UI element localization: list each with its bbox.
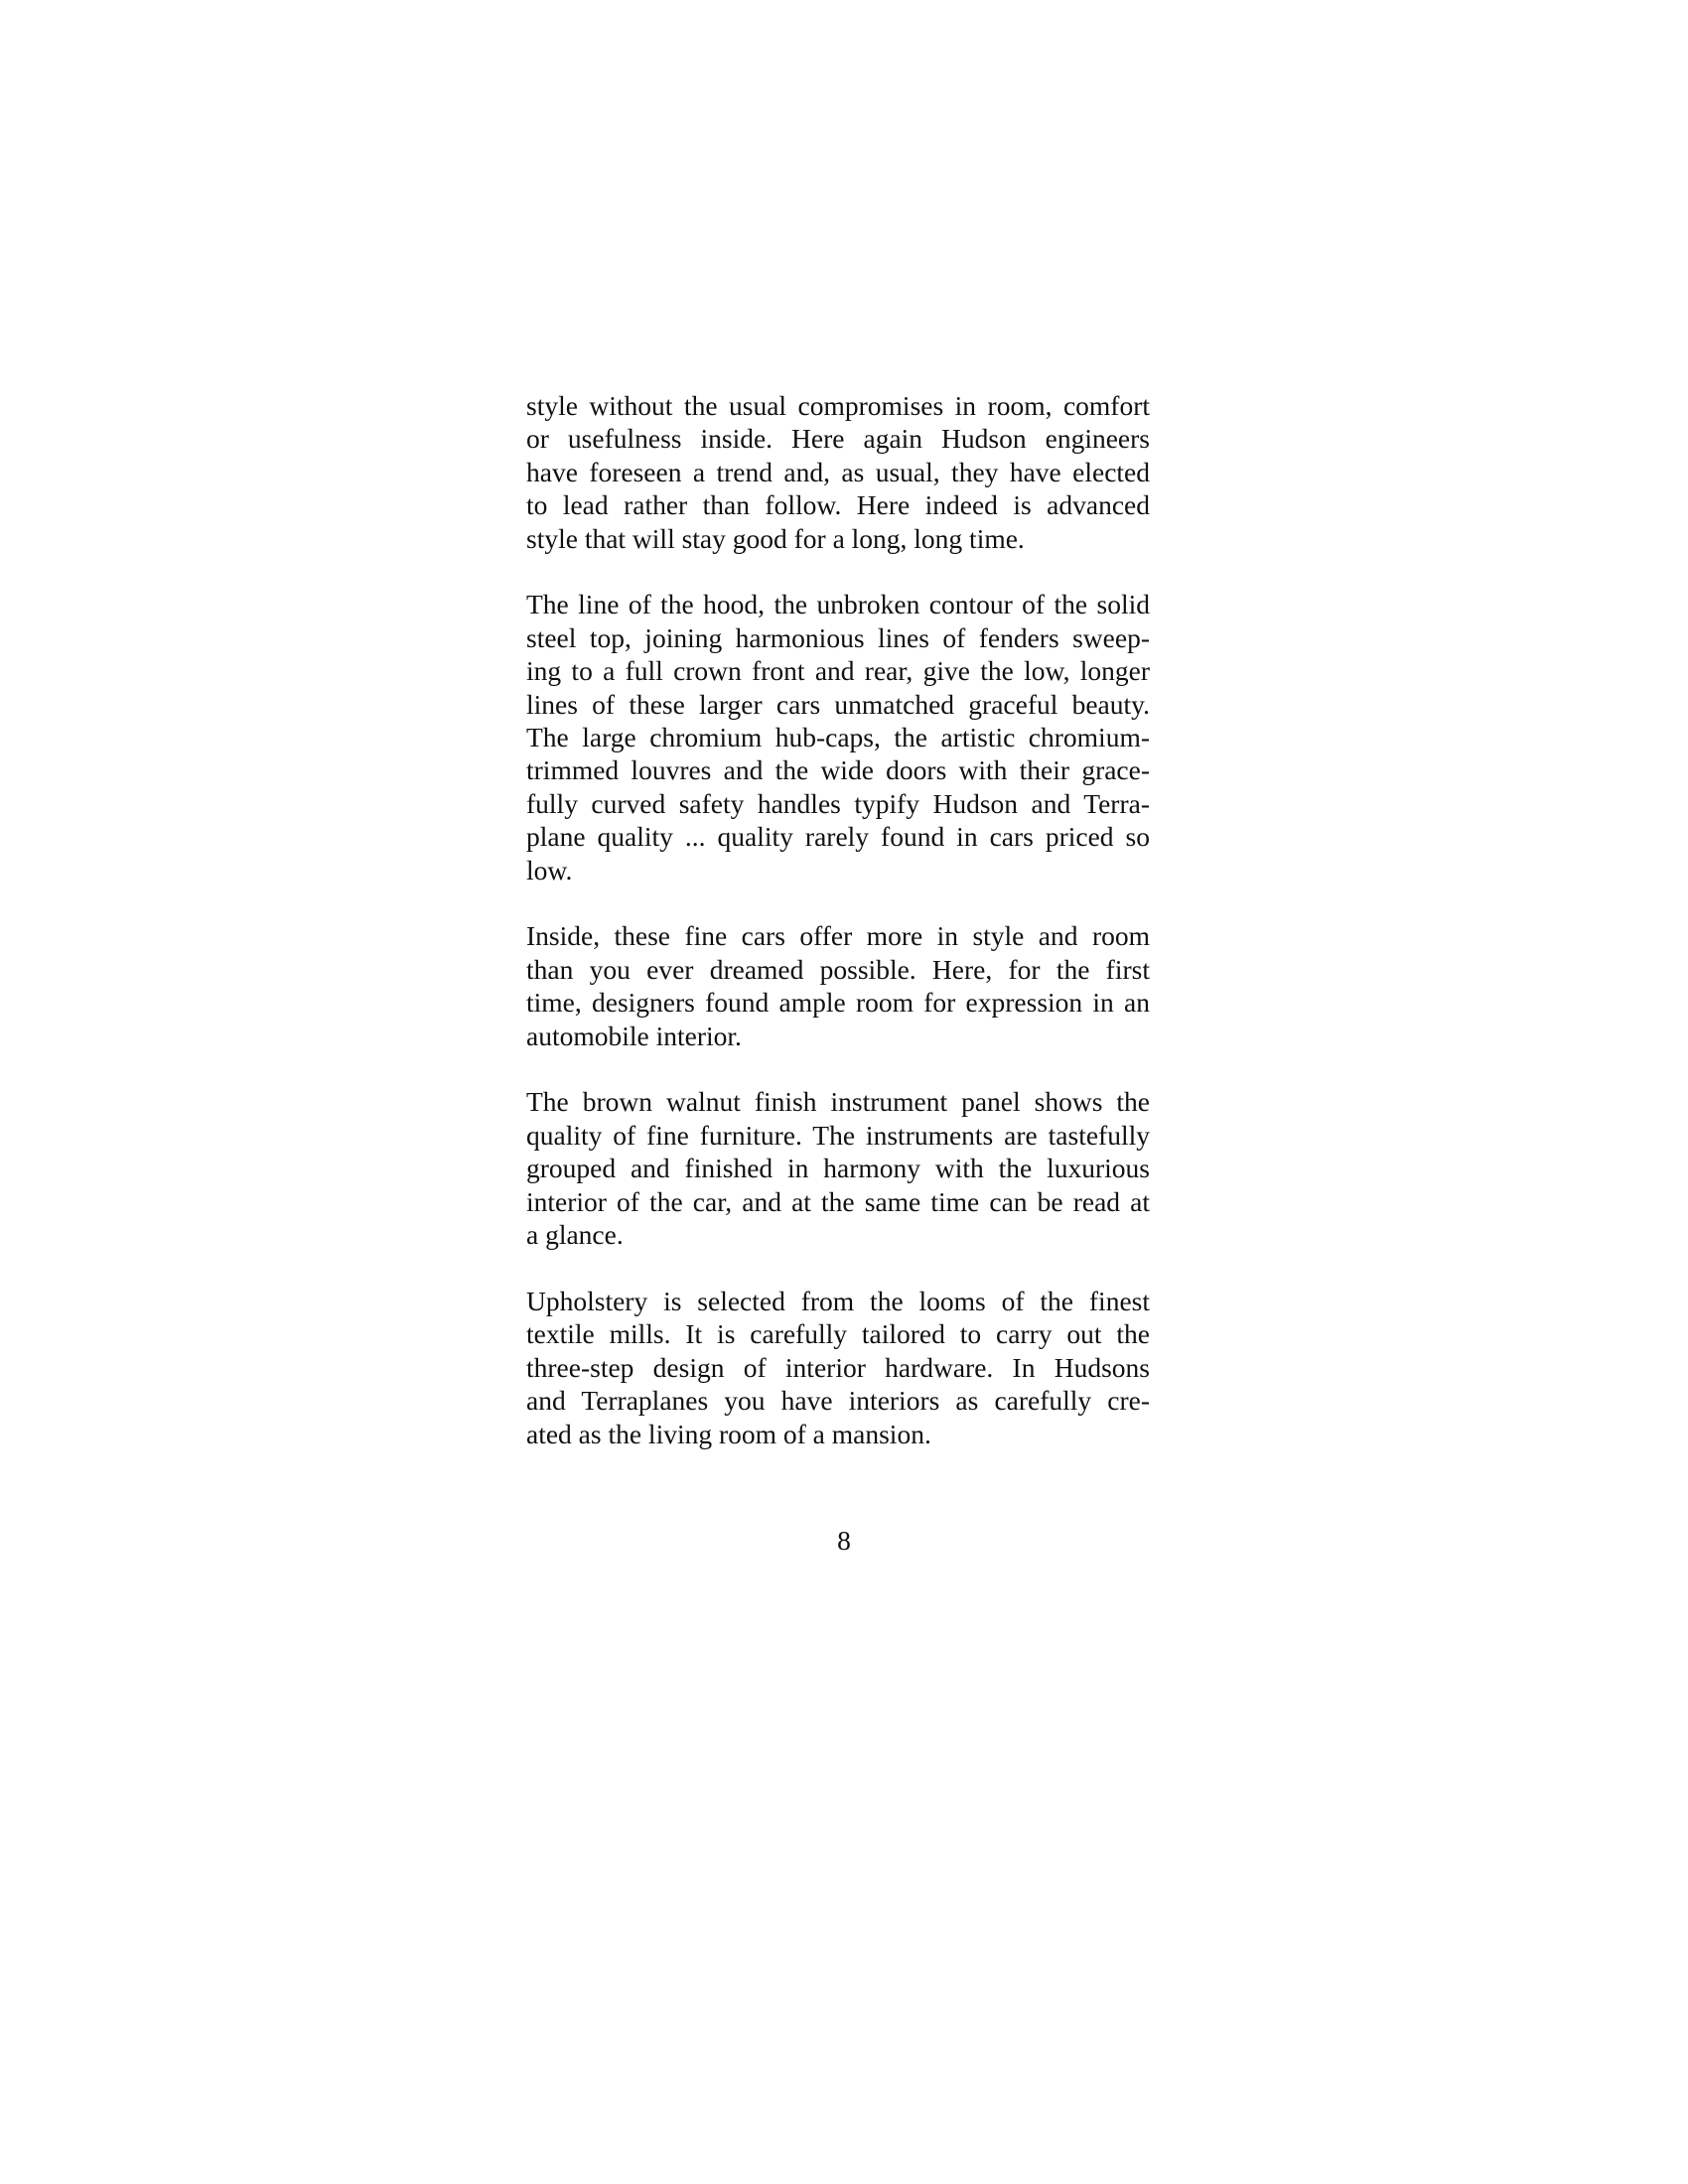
text-line: three-step design of interior hardware. In Hudsons (526, 1351, 1150, 1383)
text-line: style that will stay good for a long, long time. (526, 522, 1025, 554)
text-line: trimmed louvres and the wide doors with their grace- (526, 754, 1150, 786)
text-line: automobile interior. (526, 1020, 742, 1051)
text-line: than you ever dreamed possible. Here, for the first (526, 953, 1150, 985)
text-line: lines of these larger cars unmatched graceful beauty. (526, 688, 1150, 720)
paragraph (526, 588, 1150, 887)
text-line: steel top, joining harmonious lines of fenders sweep- (526, 621, 1150, 653)
text-line: have foreseen a trend and, as usual, they have elected (526, 456, 1150, 487)
text-line: fully curved safety handles typify Hudson and Terra- (526, 787, 1150, 819)
text-line: The large chromium hub-caps, the artistic chromium- (526, 722, 1150, 753)
text-line: plane quality ... quality rarely found in cars priced so (526, 821, 1150, 853)
page-number: 8 (837, 1525, 851, 1556)
text-line: a glance. (526, 1219, 624, 1251)
paragraph (526, 1285, 1150, 1450)
text-line: low. (526, 854, 573, 886)
text-line: textile mills. It is carefully tailored to carry out the (526, 1318, 1150, 1350)
text-line: The brown walnut finish instrument panel shows the (526, 1086, 1150, 1118)
paragraph (526, 389, 1150, 555)
body-text (526, 389, 1150, 1483)
paragraph (526, 1085, 1150, 1251)
text-line: Upholstery is selected from the looms of the finest (526, 1285, 1150, 1316)
text-line: and Terraplanes you have interiors as carefully cre- (526, 1385, 1150, 1417)
text-line: quality of fine furniture. The instruments are tastefully (526, 1119, 1150, 1151)
paragraph (526, 919, 1150, 1052)
text-line: ing to a full crown front and rear, give the low, longer (526, 655, 1150, 687)
text-line: time, designers found ample room for expression in an (526, 987, 1150, 1019)
text-line: to lead rather than follow. Here indeed is advanced (526, 489, 1150, 521)
text-line: Inside, these fine cars offer more in style and room (526, 920, 1150, 952)
text-line: style without the usual compromises in room, comfort (526, 390, 1150, 421)
text-line: or usefulness inside. Here again Hudson engineers (526, 423, 1150, 455)
text-line: The line of the hood, the unbroken contour of the solid (526, 589, 1150, 620)
text-line: interior of the car, and at the same time can be read at (526, 1185, 1150, 1217)
text-line: grouped and finished in harmony with the luxurious (526, 1153, 1150, 1184)
text-line: ated as the living room of a mansion. (526, 1418, 931, 1449)
